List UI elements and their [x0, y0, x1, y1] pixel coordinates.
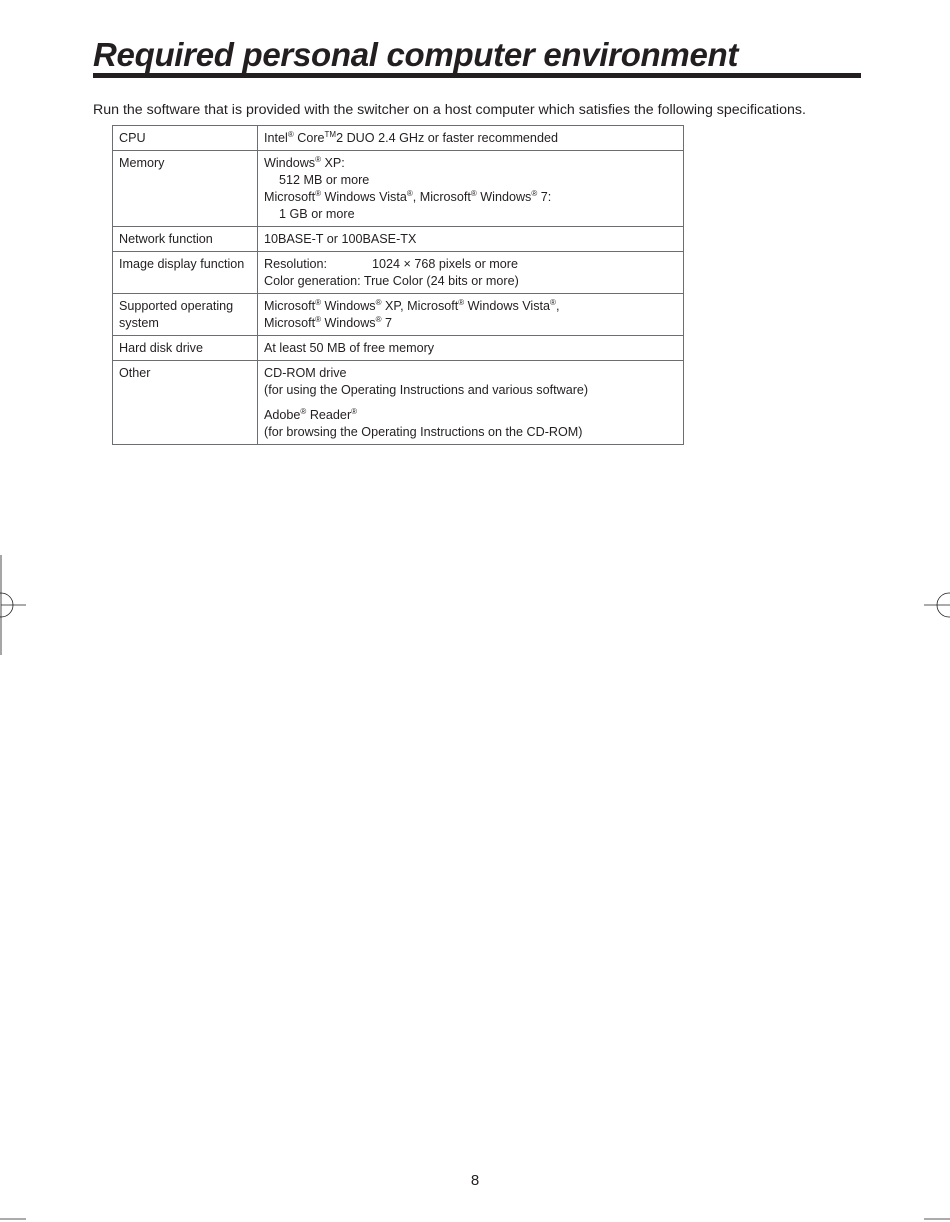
row-label-display: Image display function	[113, 252, 258, 294]
registration-mark-right	[920, 580, 950, 630]
row-value-memory	[258, 151, 684, 227]
os-line-2: Microsoft® Windows® 7	[264, 315, 393, 330]
display-color-line: Color generation: True Color (24 bits or more)	[264, 274, 519, 288]
memory-vista-line: Microsoft® Windows Vista®, Microsoft® Windows® 7:	[264, 189, 552, 204]
intro-paragraph: Run the software that is provided with the switcher on a host computer which satisfies the following specifications.	[93, 102, 806, 118]
row-value-cpu	[258, 126, 684, 151]
row-label-memory: Memory	[113, 151, 258, 227]
row-label-hdd: Hard disk drive	[113, 336, 258, 361]
row-value-os	[258, 294, 684, 336]
other-cdrom-note: (for using the Operating Instructions and various software)	[264, 383, 589, 397]
table-row-memory	[113, 151, 684, 227]
row-label-cpu: CPU	[113, 126, 258, 151]
row-value-display	[258, 252, 684, 294]
table-row-display	[113, 252, 684, 294]
row-value-hdd: At least 50 MB of free memory	[258, 336, 684, 361]
other-reader-note: (for browsing the Operating Instructions on the CD-ROM)	[264, 425, 583, 439]
crop-marks-bottom	[0, 1210, 950, 1222]
row-label-os: Supported operating system	[113, 294, 258, 336]
memory-xp-line: Windows® XP:	[264, 155, 345, 170]
memory-vista-requirement: 1 GB or more	[279, 207, 355, 221]
title-underline	[93, 73, 861, 78]
os-line-1: Microsoft® Windows® XP, Microsoft® Windows Vista®,	[264, 298, 560, 313]
table-row-other	[113, 361, 684, 445]
table-row-hdd	[113, 336, 684, 361]
registration-mark-left	[0, 555, 30, 655]
row-label-network: Network function	[113, 227, 258, 252]
page-title: Required personal computer environment	[93, 36, 739, 73]
display-resolution-line: Resolution: 1024 × 768 pixels or more	[264, 257, 518, 271]
requirements-table	[112, 125, 684, 445]
cpu-line: Intel® Core™2 DUO 2.4 GHz or faster recommended	[264, 130, 558, 145]
table-row-network	[113, 227, 684, 252]
table-row-os	[113, 294, 684, 336]
other-cdrom: CD-ROM drive	[264, 366, 347, 380]
row-value-other	[258, 361, 684, 445]
memory-xp-requirement: 512 MB or more	[279, 173, 370, 187]
page-number: 8	[470, 1172, 480, 1189]
table-row-cpu	[113, 126, 684, 151]
row-value-network: 10BASE-T or 100BASE-TX	[258, 227, 684, 252]
other-reader-line: Adobe® Reader®	[264, 407, 358, 422]
row-label-other: Other	[113, 361, 258, 445]
